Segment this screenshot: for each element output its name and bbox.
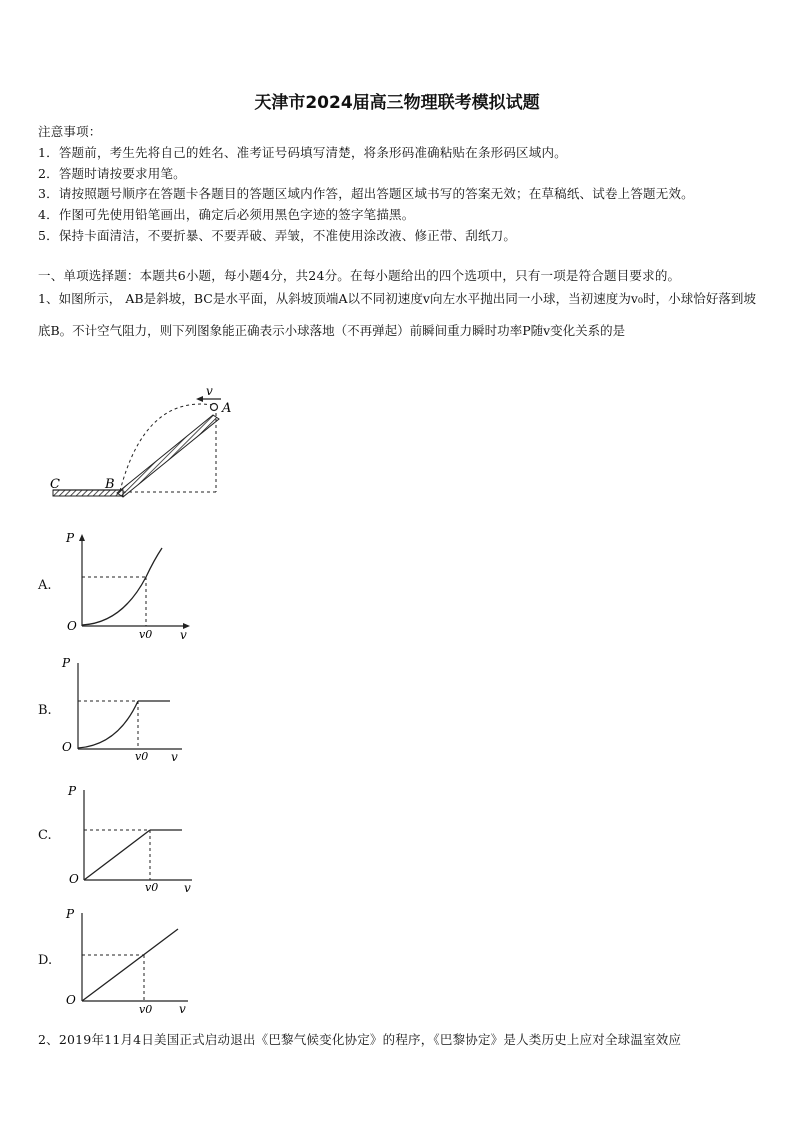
notice-item-3: 3．请按照题号顺序在答题卡各题目的答题区域内作答，超出答题区域书写的答案无效；在草稿纸、试卷上答题无效。 — [38, 186, 694, 201]
notice-item-2: 2．答题时请按要求用笔。 — [38, 166, 186, 181]
axis-y-label: P — [66, 531, 75, 545]
v0-label: v0 — [139, 628, 153, 641]
section-heading: 一、单项选择题：本题共6小题，每小题4分，共24分。在每小题给出的四个选项中，只有一项是符合题目要求的。 — [38, 268, 681, 283]
option-b-graph — [58, 653, 198, 768]
ball — [211, 404, 218, 411]
option-d-label[interactable]: D. — [38, 953, 53, 968]
power-line — [84, 830, 150, 880]
trajectory-curve — [120, 404, 213, 491]
option-c-label[interactable]: C. — [38, 828, 52, 843]
axis-x-label: v — [171, 750, 178, 764]
axis-y-label: P — [68, 784, 77, 798]
origin-label: O — [62, 740, 72, 754]
label-v: v — [206, 385, 213, 398]
power-curve — [78, 701, 138, 748]
velocity-arrowhead — [196, 396, 203, 402]
notice-heading: 注意事项： — [38, 124, 102, 139]
question-1-text: 1、如图所示， AB是斜坡，BC是水平面，从斜坡顶端A以不同初速度v向左水平抛出同一小球，当初速度为v₀时，小球恰好落到坡底B。不计空气阻力，则下列图象能正确表示小球落地（不再弹起）前瞬间重力瞬时功率P随v变化关系的是 — [38, 291, 756, 338]
notice-item-4: 4．作图可先使用铅笔画出，确定后必须用黑色字迹的签字笔描黑。 — [38, 207, 415, 222]
axis-x-label: v — [180, 628, 187, 642]
axis-x-label: v — [179, 1002, 186, 1016]
option-a-graph — [62, 528, 202, 643]
option-a-label[interactable]: A. — [38, 578, 52, 593]
origin-label: O — [66, 993, 76, 1007]
slope-figure — [45, 385, 235, 505]
option-d-graph — [62, 905, 202, 1017]
label-B: B — [105, 477, 115, 492]
v0-label: v0 — [145, 881, 159, 894]
option-b-label[interactable]: B. — [38, 703, 52, 718]
power-line — [82, 929, 178, 1001]
label-A: A — [222, 401, 232, 416]
notice-item-5: 5．保持卡面清洁，不要折暴、不要弄破、弄皱，不准使用涂改液、修正带、刮纸刀。 — [38, 228, 517, 243]
page-title: 天津市2024届高三物理联考模拟试题 — [254, 93, 540, 113]
axis-x-label: v — [184, 881, 191, 895]
label-C: C — [50, 477, 60, 492]
question-2-text: 2、2019年11月4日美国正式启动退出《巴黎气候变化协定》的程序，《巴黎协定》是人类历史上应对全球温室效应 — [38, 1032, 682, 1047]
notice-item-1: 1．答题前，考生先将自己的姓名、准考证号码填写清楚，将条形码准确粘贴在条形码区域内。 — [38, 145, 567, 160]
origin-label: O — [67, 619, 77, 633]
axis-y-label: P — [62, 656, 71, 670]
axis-y-label: P — [66, 907, 75, 921]
origin-label: O — [69, 872, 79, 886]
v0-label: v0 — [139, 1003, 153, 1016]
option-c-graph — [64, 782, 204, 897]
power-curve — [82, 548, 162, 625]
v0-label: v0 — [135, 750, 149, 763]
